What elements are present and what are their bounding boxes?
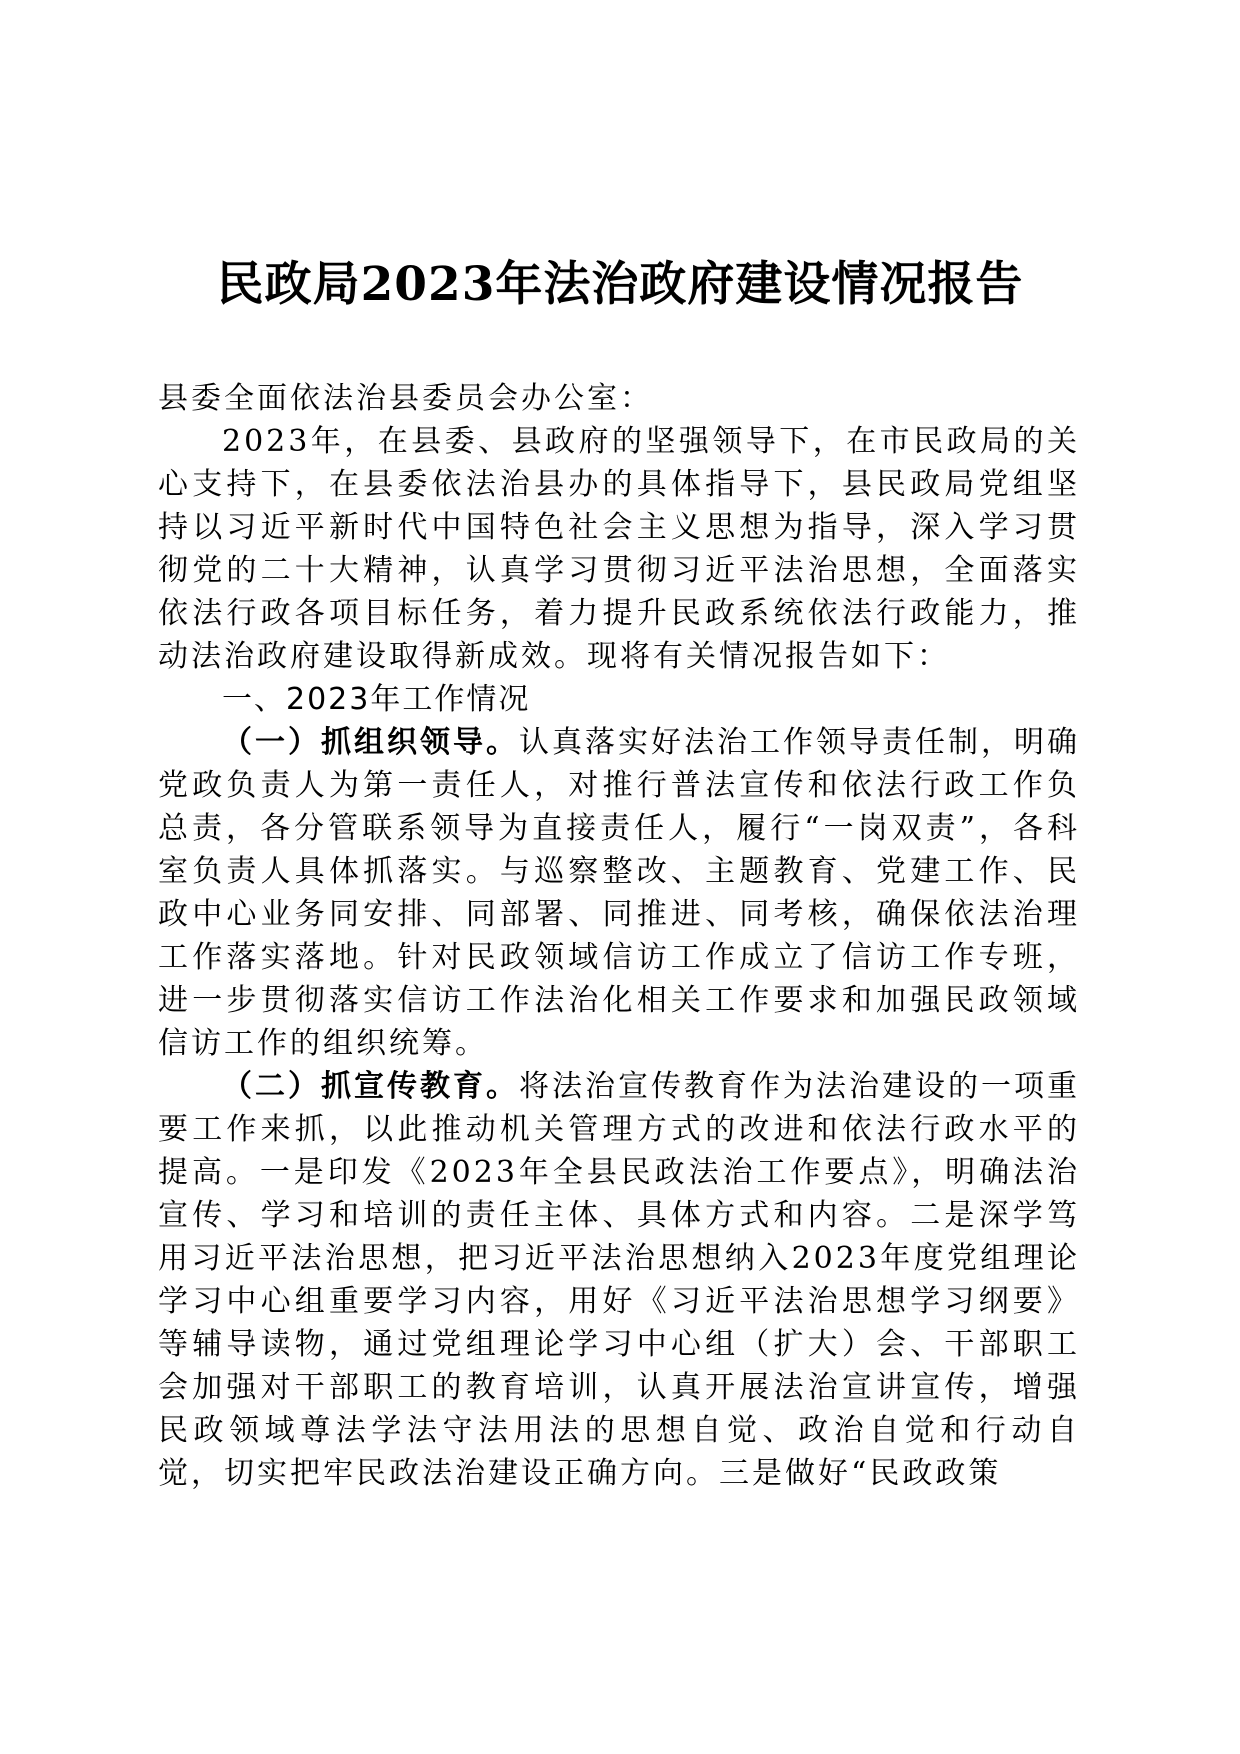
subsection-2-text: 将法治宣传教育作为法治建设的一项重要工作来抓，以此推动机关管理方式的改进和依法行政水平的提高。一是印发《2023年全县民政法治工作要点》，明确法治宣传、学习和培训的责任主体、具体方式和内容。二是深学笃用习近平法治思想，把习近平法治思想纳入2023年度党组理论学习中心组重要学习内容，用好《习近平法治思想学习纲要》等辅导读物，通过党组理论学习中心组（扩大）会、干部职工会加强对干部职工的教育培训，认真开展法治宣讲宣传，增强民政领域尊法学法守法用法的思想自觉、政治自觉和行动自觉，切实把牢民政法治建设正确方向。三是做好“民政政策 <box>158 1069 1080 1491</box>
subsection-2-lead: （二）抓宣传教育。 <box>222 1069 519 1104</box>
intro-paragraph: 2023年，在县委、县政府的坚强领导下，在市民政局的关心支持下，在县委依法治县办的具体指导下，县民政局党组坚持以习近平新时代中国特色社会主义思想为指导，深入学习贯彻党的二十大精神，认真学习贯彻习近平法治思想，全面落实依法行政各项目标任务，着力提升民政系统依法行政能力，推动法治政府建设取得新成效。现将有关情况报告如下： <box>158 424 1080 674</box>
document-body <box>158 377 1080 1495</box>
subsection-1-paragraph <box>158 721 1080 1065</box>
section-heading: 一、2023年工作情况 <box>222 682 531 717</box>
subsection-2-paragraph <box>158 1065 1080 1495</box>
salutation: 县委全面依法治县委员会办公室： <box>158 381 653 416</box>
subsection-1-text: 认真落实好法治工作领导责任制，明确党政负责人为第一责任人，对推行普法宣传和依法行政工作负总责，各分管联系领导为直接责任人，履行“一岗双责”，各科室负责人具体抓落实。与巡察整改、主题教育、党建工作、民政中心业务同安排、同部署、同推进、同考核，确保依法治理工作落实落地。针对民政领域信访工作成立了信访工作专班，进一步贯彻落实信访工作法治化相关工作要求和加强民政领域信访工作的组织统筹。 <box>158 725 1080 1061</box>
subsection-1-lead: （一）抓组织领导。 <box>222 725 519 760</box>
document-title: 民政局2023年法治政府建设情况报告 <box>216 257 1024 312</box>
